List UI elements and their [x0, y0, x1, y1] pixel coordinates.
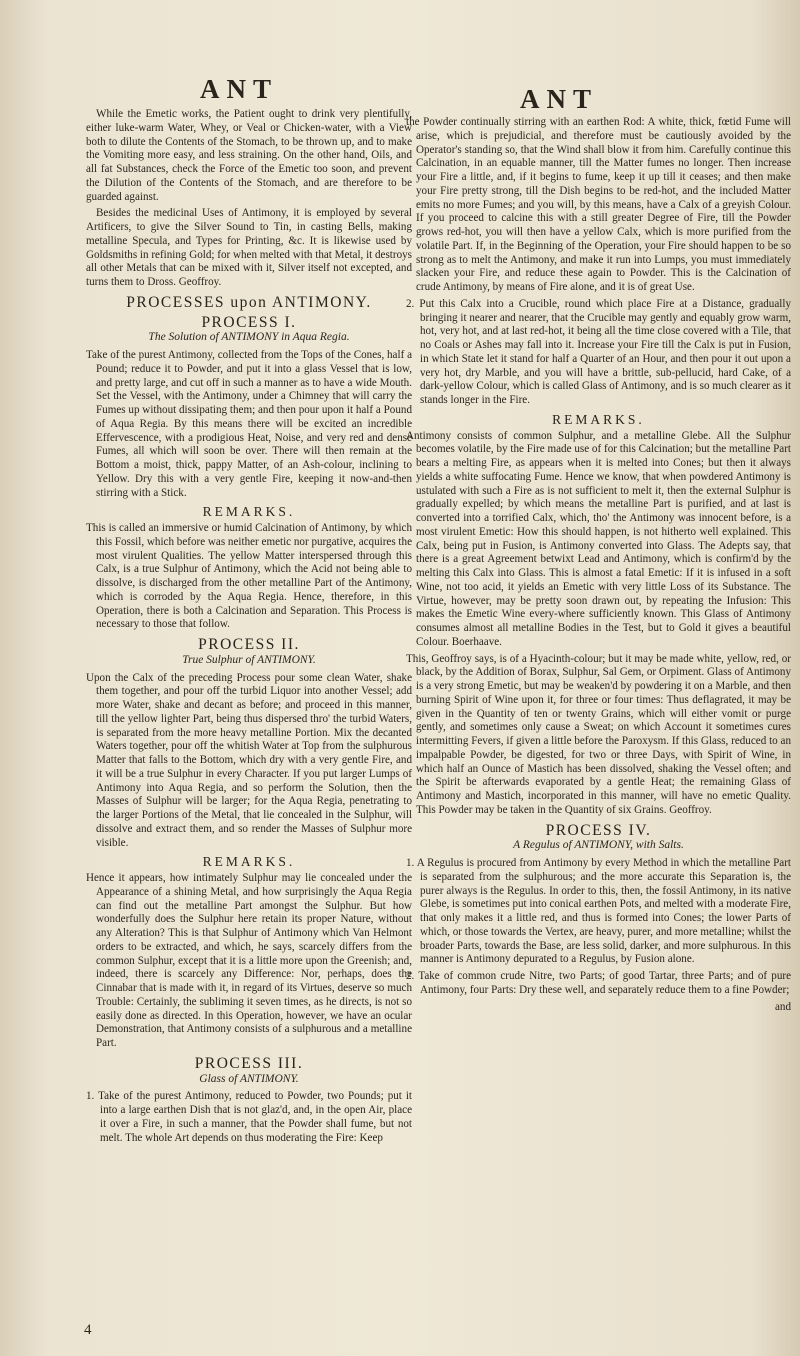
- right-column: [406, 116, 791, 1014]
- page-number: 4: [84, 1322, 92, 1338]
- section-heading: PROCESSES upon ANTIMONY.: [126, 293, 372, 311]
- running-head-right: ANT: [520, 84, 599, 114]
- paragraph: While the Emetic works, the Patient ought to drink very plentifully, either luke-warm Water, Whey, or Veal or Chicken-water, with a View both to dilute the Contents of the Stomach, to be thrown up, and to make the Vomiting more easy, and less straining. On the other hand, Oils, and all fat Substances, check the Force of the Emetic too soon, and prevent the Dilution of the Contents of the Stomach, and are therefore to be guarded against.: [86, 108, 412, 203]
- remarks-heading: REMARKS.: [202, 504, 296, 520]
- numbered-item: 1. Take of the purest Antimony, reduced to Powder, two Pounds; put it into a large earthen Dish that is not glaz'd, and, in the open Air, place it over a Fire, in such a manner, that the Powder shall fume, but not melt. The whole Art depends on thus moderating the Fire: Keep: [86, 1090, 412, 1144]
- process-heading: PROCESS III.: [194, 1054, 304, 1072]
- paragraph: the Powder continually stirring with an earthen Rod: A white, thick, fœtid Fume will arise, which is prejudicial, and therefore must be cautiously avoided by the Operator's standing so, that the Wind shall blow it from him. Carefully continue this Calcination, in an equable manner, till the Matter fumes no longer. Then increase your Fire a little, and, if it begins to fume, keep it up till it ceases; and then make your Fire pretty strong, till the Dish begins to be red-hot, and the included Matter emits no more Fumes; and you will, by this means, have a Calx of a greyish Colour. If you proceed to calcine this with a still greater Degree of Fire, till the Powder grows red-hot, you will then have a yellow Calx, which is more purified from the volatile Part. If, in the Beginning of the Operation, your Fire should happen to be so strong as to melt the Antimony, and make it run into Lumps, you must immediately slacken your Fire, and reduce these again to Powder. This is the Calcination of crude Antimony, by means of Fire alone, and it is of great Use.: [406, 116, 791, 293]
- numbered-item: 2. Put this Calx into a Crucible, round which place Fire at a Distance, gradually bringing it nearer and nearer, that the Crucible may gently and equably grow warm, hot, very hot, and at last red-hot, it being all the time close covered with a Tile, that no Coals or Ashes may fall into it. Increase your Fire till the Calx is put in Fusion, in which State let it stand for half a Quarter of an Hour, and then pour it out upon a very hot, dry Marble, and you will have a brittle, sub-pellucid, hard Cake, of a dark-yellow Colour, which is called Glass of Antimony, and is so much clearer as it stands longer in the Fire.: [406, 297, 791, 406]
- process-title: Glass of ANTIMONY.: [199, 1072, 299, 1085]
- paragraph: This is called an immersive or humid Calcination of Antimony, by which this Fossil, which before was neither emetic nor purgative, acquires the most virulent Qualities. The yellow Matter interspersed through this Calx, is a true Sulphur of Antimony, which the Acid not being able to dissolve, is discharged from the other metalline Part of the Antimony, which is corroded by the Aqua Regia. Hence, therefore, in this Operation, there is both a Calcination and Separation. This Process is necessary to those that follow.: [86, 522, 412, 631]
- running-head-left: ANT: [200, 74, 279, 104]
- remarks-heading: REMARKS.: [552, 411, 645, 427]
- process-heading: PROCESS IV.: [545, 821, 652, 839]
- remarks-heading: REMARKS.: [202, 854, 296, 870]
- catchword: and: [774, 1000, 791, 1013]
- numbered-item: 1. A Regulus is procured from Antimony by every Method in which the metalline Part is separated from the sulphurous; and the more accurate this Separation is, the purer always is the Regulus. In order to this, then, the fossil Antimony, in its native Glebe, is sometimes put into conical earthen Pots, and melted with a moderate Fire, that only makes it a little red, and thus is formed into Cones; the lower Parts of which, or those towards the Vertex, are heavy, purer, and more metalline; whilst the broader Parts, towards the Base, are less solid, darker, and more sulphurous. In this manner is Antimony depurated to a Regulus, by Fusion alone.: [406, 857, 791, 966]
- process-title: A Regulus of ANTIMONY, with Salts.: [513, 839, 684, 852]
- paragraph: Upon the Calx of the preceding Process pour some clean Water, shake them together, and pour off the turbid Liquor into another Vessel; add more Water, shake and decant as before; and proceed in this manner, till the yellow lighter Part, being thus dispersed thro' the turbid Waters, is separated from the more heavy metalline Portion. Mix the decanted Waters together, pour off the whitish Water at Top from the sulphurous Matter that falls to the Bottom, which dry with a very gentle Fire, and it will be a true Sulphur in every Character. If you put larger Lumps of Antimony into Aqua Regia, and so perform the Solution, then the Masses of Sulphur will be larger; for the Aqua Regia, penetrating to the larger Portions of the Metal, that lie concealed in the Sulphur, will dissolve and extract them, and so render the Masses of Sulphur more visible.: [86, 671, 412, 849]
- numbered-item: 2. Take of common crude Nitre, two Parts; of good Tartar, three Parts; and of pure Antimony, four Parts: Dry these well, and separately reduce them to a fine Powder;: [406, 970, 791, 996]
- paragraph: This, Geoffroy says, is of a Hyacinth-colour; but it may be made white, yellow, red, or black, by the Addition of Borax, Sulphur, Sal Gem, or Orpiment. Glass of Antimony is a very strong Emetic, but may be weaken'd by powdering it on a Marble, and then burning Spirit of Wine upon it, for three or four times: Thus deflagrated, it may be given in the Quantity of ten or twenty Grains, which will either vomit or purge gently, and sometimes only cause a Sweat; on which Account it sometimes cures intermitting Fevers, if given a little before the Paroxysm. If this Glass, reduced to an impalpable Powder, be digested, for two or three Days, with Spirit of Wine, in which half an Ounce of Mastich has been dissolved, shaking the Vessel often; and the Spirit be afterwards evaporated by a gentle Heat; the remaining Glass of Antimony and Mastich, incorporated in this manner, will have no emetic Quality. This Powder may be taken in the Quantity of six Grains. Geoffroy.: [406, 652, 791, 816]
- left-column: [86, 108, 412, 1148]
- process-heading: PROCESS II.: [198, 636, 300, 653]
- paragraph: Take of the purest Antimony, collected from the Tops of the Cones, half a Pound; reduce it to Powder, and put it into a glass Vessel that is low, and pretty large, and cut off in such a manner as to have a wide Mouth. Set the Vessel, with the Antimony, under a Chimney that will carry the Fumes up without dissipating them; and then pour upon it half a Pound of Aqua Regia. By this means there will be excited an incredible Effervescence, with a prodigious Heat, Noise, and very red and dense Fumes, all which will soon be over. There will then remain at the Bottom a moist, thick, pappy Matter, of an Ash-colour, inclining to Yellow. Dry this with a very gentle Fire, keeping it now-and-then stirring with a Stick.: [86, 349, 412, 499]
- process-title: The Solution of ANTIMONY in Aqua Regia.: [148, 331, 350, 344]
- process-title: True Sulphur of ANTIMONY.: [182, 653, 316, 666]
- paragraph: Hence it appears, how intimately Sulphur may lie concealed under the Appearance of a shining Metal, and how surprisingly the Aqua Regia can find out the metalline Part amongst the Sulphur. But how wonderfully does the Sulphur here retain its proper Nature, without any Alteration? This is that Sulphur of Antimony which Van Helmont orders to be extracted, and which, he says, scarcely differs from the common Sulphur, except that it is a little more upon the Greenish; and, indeed, there is scarcely any Difference: Nor, perhaps, does the Cinnabar that is made with it, in regard of its Virtues, deserve so much Trouble: Certainly, the subliming it seven times, as he directs, is not so easily done as directed. In this Operation, however, we have an ocular Demonstration, that Antimony consists of a sulphurous and a metalline Part.: [86, 872, 412, 1049]
- paragraph: Besides the medicinal Uses of Antimony, it is employed by several Artificers, to give the Silver Sound to Tin, in casting Bells, making metalline Specula, and Types for Printing, &c. It is likewise used by Goldsmiths in refining Gold; for when melted with that Metal, it destroys all other Metals that can be mixed with it, Silver itself not excepted, and turns them to Dross. Geoffroy.: [86, 207, 412, 288]
- process-heading: PROCESS I.: [201, 313, 297, 331]
- paragraph: Antimony consists of common Sulphur, and a metalline Glebe. All the Sulphur becomes volatile, by the Fire made use of for this Calcination; but the metalline Part bears a melting Fire, as appears when it is melted into Cones; but then it always yields a white suffocating Fume. Hence we know, that when powdered Antimony is ustulated with such a Fire as is not sufficient to melt it, then the external Sulphur is gradually expelled; by which means the metalline Part is purified, and at last is converted into a torrified Calx, which, tho' the Antimony was innocent before, is a most virulent Emetic: How this should happen, is not hitherto well explained. This Calx, being put in Fusion, is Antimony converted into Glass. The Adepts say, that there is a great Agreement betwixt Lead and Antimony, which is confirm'd by the melting this Calx into Glass. This is almost a fatal Emetic: If it is infused in a soft Wine, not too acid, it yields an Emetic with very little Loss of its Substance. The Virtue, however, may be pretty soon drawn out, by repeating the Infusion: This makes the Emetic Wine every-where sufficiently known. This Glass of Antimony consumes almost all metalline Bodies in the Test, but to Gold it gives a beautiful Colour. Boerhaave.: [406, 429, 791, 648]
